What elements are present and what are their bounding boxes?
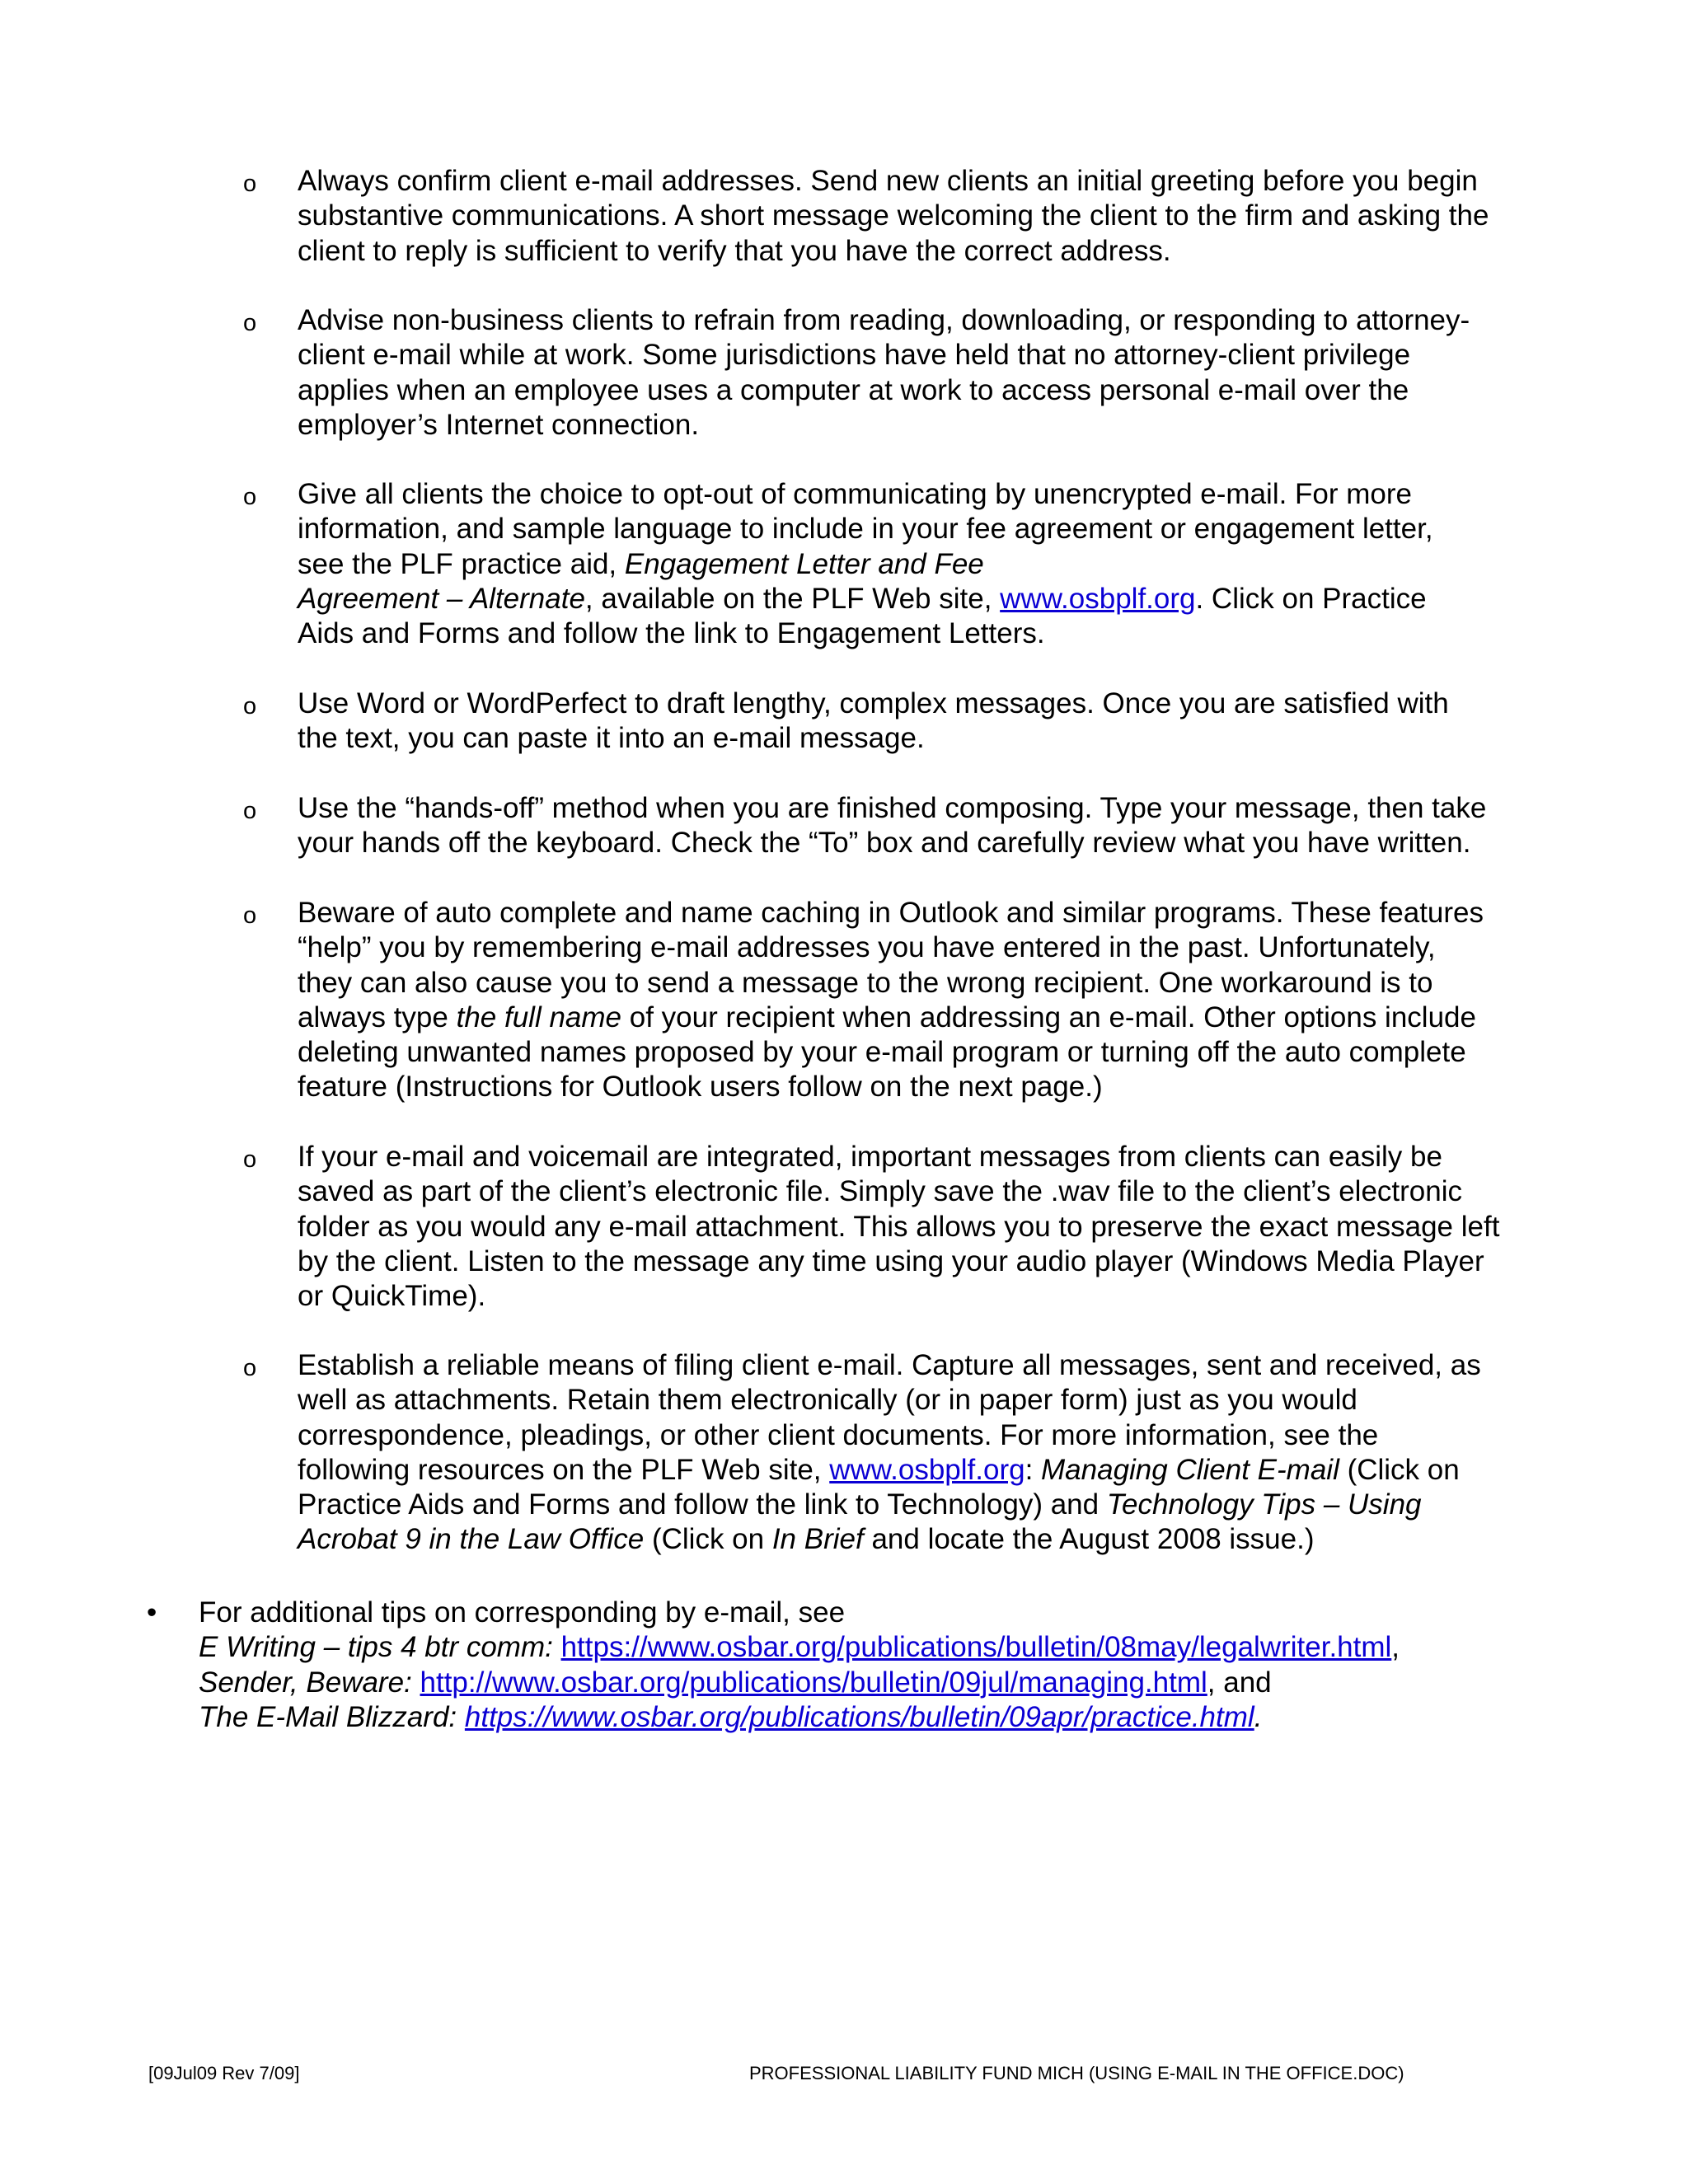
text-line: Use the “hands-off” method when you are finished composing. Type your message, then take xyxy=(298,792,1487,824)
text-line: the text, you can paste it into an e-mail message. xyxy=(298,722,925,755)
text-line: folder as you would any e-mail attachment. This allows you to preserve the exact message left xyxy=(298,1210,1500,1243)
text-line: Use Word or WordPerfect to draft lengthy, complex messages. Once you are satisfied with xyxy=(298,687,1449,719)
list-item-auto-complete xyxy=(243,896,1554,1105)
text-run: (Click on xyxy=(644,1523,772,1556)
list-bullet: o xyxy=(243,484,257,510)
list-item-use-word xyxy=(243,687,1554,757)
text-line: well as attachments. Retain them electronically (or in paper form) just as you would xyxy=(298,1384,1357,1417)
text-line: information, and sample language to include in your fee agreement or engagement letter, xyxy=(298,513,1433,546)
resource-title: Technology Tips – Using xyxy=(1106,1488,1422,1521)
text-line xyxy=(298,1001,1554,1035)
text-run: always type xyxy=(298,1001,457,1033)
text-line: Always confirm client e-mail addresses. Send new clients an initial greeting before you begin xyxy=(298,165,1478,197)
osbplf-link[interactable]: www.osbplf.org xyxy=(1000,582,1196,615)
text-line: If your e-mail and voicemail are integrated, important messages from clients can easily be xyxy=(298,1141,1442,1173)
list-bullet: o xyxy=(243,693,257,719)
resource-title-continued: Acrobat 9 in the Law Office xyxy=(298,1523,645,1556)
emphasis-text: In Brief xyxy=(771,1523,864,1556)
practice-aid-title-continued: Agreement – Alternate xyxy=(298,582,585,615)
list-bullet: o xyxy=(243,171,257,197)
practice-aid-title: Engagement Letter and Fee xyxy=(624,547,984,580)
text-line xyxy=(298,1488,1554,1522)
text-line xyxy=(199,1630,1559,1665)
footer-document-name: PROFESSIONAL LIABILITY FUND MICH (USING E-MAIL IN THE OFFICE.DOC) xyxy=(749,2063,1404,2083)
list-bullet: o xyxy=(243,902,257,929)
emphasis-text: the full name xyxy=(456,1001,621,1033)
text-line: feature (Instructions for Outlook users follow on the next page.) xyxy=(298,1071,1103,1104)
text-run: (Click on xyxy=(1339,1453,1460,1486)
text-run: following resources on the PLF Web site, xyxy=(298,1453,830,1486)
text-line: For additional tips on corresponding by e-mail, see xyxy=(199,1596,846,1629)
article-title: The E-Mail Blizzard: xyxy=(199,1700,465,1733)
text-line xyxy=(199,1700,1559,1735)
list-item-opt-out xyxy=(243,477,1554,651)
text-line: Advise non-business clients to refrain from reading, downloading, or responding to attorney- xyxy=(298,304,1470,336)
text-line: saved as part of the client’s electronic file. Simply save the .wav file to the client’s electronic xyxy=(298,1175,1463,1208)
list-bullet: o xyxy=(243,310,257,336)
text-line: applies when an employee uses a computer at work to access personal e-mail over the xyxy=(298,373,1409,406)
text-line: Beware of auto complete and name caching in Outlook and similar programs. These features xyxy=(298,897,1484,929)
list-bullet: o xyxy=(243,798,257,824)
list-item-confirm-addresses xyxy=(243,164,1554,269)
text-line: client to reply is sufficient to verify that you have the correct address. xyxy=(298,234,1171,267)
text-run: , available on the PLF Web site, xyxy=(584,582,1001,615)
text-line: “help” you by remembering e-mail addresses you have entered in the past. Unfortunately, xyxy=(298,931,1436,964)
list-item-voicemail xyxy=(243,1140,1554,1314)
text-run: . Click on Practice xyxy=(1195,582,1427,615)
list-item-additional-tips xyxy=(147,1596,1559,1735)
list-item-hands-off xyxy=(243,791,1554,861)
list-item-filing xyxy=(243,1348,1554,1558)
list-item-advise-non-business xyxy=(243,303,1554,443)
osbplf-link[interactable]: www.osbplf.org xyxy=(829,1453,1025,1486)
text-line: employer’s Internet connection. xyxy=(298,408,700,441)
text-run: Practice Aids and Forms and follow the link to Technology) and xyxy=(298,1488,1107,1521)
text-line: deleting unwanted names proposed by your e-mail program or turning off the auto complete xyxy=(298,1036,1466,1069)
text-line: Give all clients the choice to opt-out of communicating by unencrypted e-mail. For more xyxy=(298,478,1413,510)
text-run: and locate the August 2008 issue.) xyxy=(863,1523,1315,1556)
article-title: E Writing – tips 4 btr comm: xyxy=(199,1631,561,1664)
text-run: : xyxy=(1025,1453,1042,1486)
text-line: Aids and Forms and follow the link to Engagement Letters. xyxy=(298,617,1045,650)
legalwriter-link[interactable]: https://www.osbar.org/publications/bulletin/08may/legalwriter.html xyxy=(560,1631,1392,1664)
text-run: see the PLF practice aid, xyxy=(298,547,625,580)
text-line: your hands off the keyboard. Check the “To” box and carefully review what you have written. xyxy=(298,827,1471,860)
text-line xyxy=(298,1453,1554,1488)
list-bullet: • xyxy=(147,1596,157,1629)
text-run: of your recipient when addressing an e-mail. Other options include xyxy=(621,1001,1476,1033)
text-run: , and xyxy=(1207,1666,1272,1699)
text-line: or QuickTime). xyxy=(298,1280,486,1313)
footer-revision: [09Jul09 Rev 7/09] xyxy=(148,2063,300,2083)
text-line: they can also cause you to send a message to the wrong recipient. One workaround is to xyxy=(298,966,1433,999)
text-line: substantive communications. A short message welcoming the client to the firm and asking the xyxy=(298,199,1489,232)
text-run: . xyxy=(1254,1700,1263,1733)
text-line xyxy=(298,1522,1554,1557)
article-title: Sender, Beware: xyxy=(199,1666,420,1699)
text-line: client e-mail while at work. Some jurisdictions have held that no attorney-client privilege xyxy=(298,339,1411,372)
practice-link[interactable] xyxy=(465,1701,1254,1733)
list-bullet: o xyxy=(243,1146,257,1173)
text-line xyxy=(199,1666,1559,1700)
text-line: correspondence, pleadings, or other client documents. For more information, see the xyxy=(298,1418,1379,1451)
text-run: , xyxy=(1391,1631,1400,1664)
list-bullet: o xyxy=(243,1355,257,1381)
text-line xyxy=(298,547,1554,582)
practice-link-text: https://www.osbar.org/publications/bulletin/09apr/practice.html xyxy=(464,1700,1254,1733)
text-line: by the client. Listen to the message any time using your audio player (Windows Media Player xyxy=(298,1244,1484,1277)
managing-link[interactable]: http://www.osbar.org/publications/bulletin/09jul/managing.html xyxy=(420,1666,1207,1699)
resource-title: Managing Client E-mail xyxy=(1041,1453,1339,1486)
text-line xyxy=(298,582,1554,616)
text-line: Establish a reliable means of filing client e-mail. Capture all messages, sent and received, as xyxy=(298,1349,1481,1381)
